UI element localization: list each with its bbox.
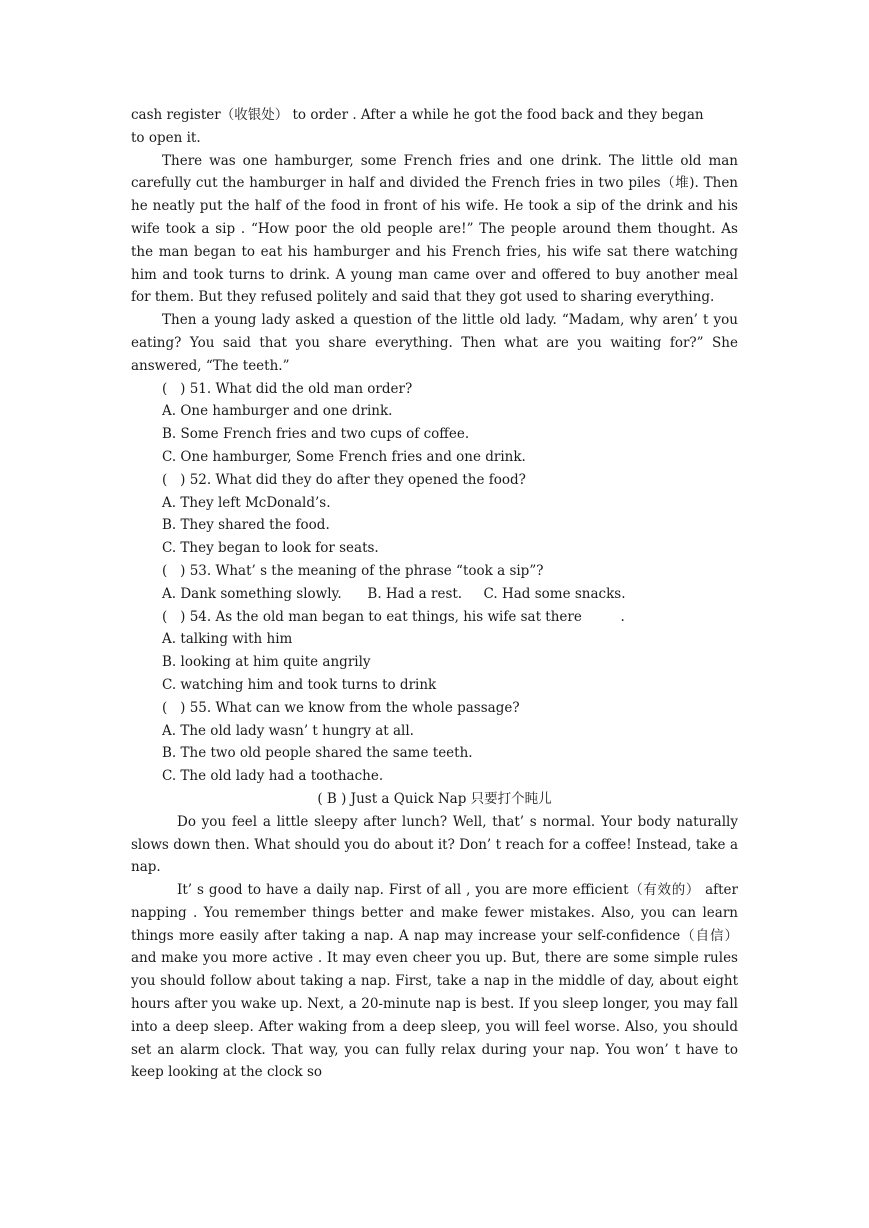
option-c: C. The old lady had a toothache. — [162, 768, 384, 785]
option-b: B. looking at him quite angrily — [162, 654, 371, 671]
option-c: C. watching him and took turns to drink — [162, 676, 437, 693]
question-stem: ( ) 51. What did the old man order? — [162, 380, 413, 397]
passage-b-title: ( B ) Just a Quick Nap 只要打个盹儿 — [317, 790, 552, 807]
document-page — [131, 104, 738, 1084]
question-stem: ( ) 54. As the old man began to eat things, his wife sat there . — [162, 608, 625, 625]
option-a: A. One hamburger and one drink. — [162, 403, 393, 420]
question-54 — [131, 606, 738, 697]
option-b: B. Some French fries and two cups of coffee. — [162, 426, 470, 443]
option-a: A. They left McDonald’s. — [162, 494, 331, 511]
question-stem: ( ) 52. What did they do after they opened the food? — [162, 471, 526, 488]
option-a: A. talking with him — [162, 631, 293, 648]
passage-b-paragraph-2: It’ s good to have a daily nap. First of all , you are more efficient（有效的） after napping . You remember things better and make fewer mistakes. Also, you can learn things more easily after taking a nap. A nap may increase your self-confidence（自信） and make you more active . It may even cheer you up. But, there are some simple rules you should follow about taking a nap. First, take a nap in the middle of day, about eight hours after you wake up. Next, a 20-minute nap is best. If you sleep longer, you may fall into a deep sleep. After waking from a deep sleep, you will feel worse. Also, you should set an alarm clock. That way, you can fully relax during your nap. You won’ t have to keep looking at the clock so — [131, 882, 738, 1081]
question-52 — [131, 469, 738, 560]
passage-a-paragraph-3: Then a young lady asked a question of the little old lady. “Madam, why aren’ t you eating? You said that you share everything. Then what are you waiting for?” She answered, “The teeth.” — [131, 312, 738, 374]
option-b: B. The two old people shared the same teeth. — [162, 745, 473, 762]
option-c: C. One hamburger, Some French fries and one drink. — [162, 448, 526, 465]
option-b: B. They shared the food. — [162, 517, 330, 534]
question-stem: ( ) 55. What can we know from the whole passage? — [162, 699, 520, 716]
options-inline: A. Dank something slowly. B. Had a rest. C. Had some snacks. — [162, 585, 626, 602]
passage-b-paragraph-1: Do you feel a little sleepy after lunch? Well, that’ s normal. Your body naturally slows down then. What should you do about it? Don’ t reach for a coffee! Instead, take a nap. — [131, 813, 738, 876]
option-a: A. The old lady wasn’ t hungry at all. — [162, 722, 414, 739]
passage-a-line-2: to open it. — [131, 129, 201, 146]
question-51 — [131, 378, 738, 469]
question-53 — [131, 560, 738, 606]
question-55 — [131, 697, 738, 788]
passage-a-line-1: cash register（收银处） to order . After a while he got the food back and they began — [131, 107, 704, 123]
passage-a-paragraph-2: There was one hamburger, some French fries and one drink. The little old man carefully cut the hamburger in half and divided the French fries in two piles（堆). Then he neatly put the half of the food in front of his wife. He took a sip of the drink and his wife took a sip . “How poor the old people are!” The people around them thought. As the man began to eat his hamburger and his French fries, his wife sat there watching him and took turns to drink. A young man came over and offered to buy another meal for them. But they refused politely and said that they got used to sharing everything. — [131, 152, 738, 306]
question-stem: ( ) 53. What’ s the meaning of the phrase “took a sip”? — [162, 562, 544, 579]
option-c: C. They began to look for seats. — [162, 540, 379, 557]
